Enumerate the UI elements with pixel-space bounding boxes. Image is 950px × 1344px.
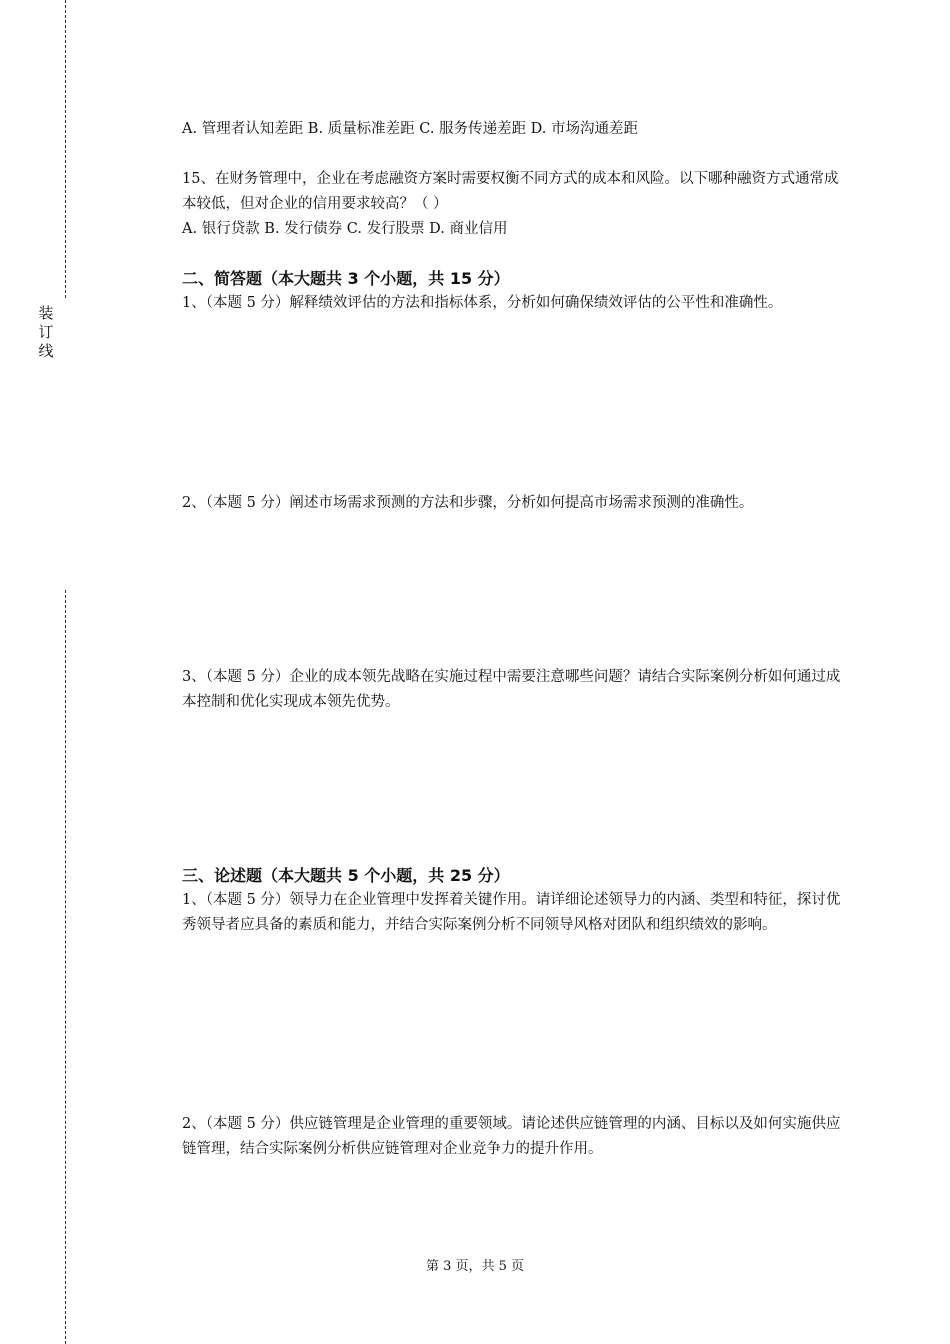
section2-heading: 二、简答题（本大题共 3 个小题，共 15 分） xyxy=(182,269,510,288)
q15-options: A. 银行贷款 B. 发行债券 C. 发行股票 D. 商业信用 xyxy=(182,221,508,237)
section3-question-1: 1、（本题 5 分）领导力在企业管理中发挥着关键作用。请详细论述领导力的内涵、类型和特征，探讨优秀领导者应具备的素质和能力，并结合实际案例分析不同领导风格对团队和组织绩效的影响。 xyxy=(182,892,841,933)
binding-dashed-line-top xyxy=(65,0,66,298)
section3-heading: 三、论述题（本大题共 5 个小题，共 25 分） xyxy=(182,866,510,885)
section2-question-3: 3、（本题 5 分）企业的成本领先战略在实施过程中需要注意哪些问题？请结合实际案例分析如何通过成本控制和优化实现成本领先优势。 xyxy=(182,669,841,710)
binding-dashed-line-bottom xyxy=(65,590,66,1344)
binding-char: 订 xyxy=(38,323,54,341)
section2-question-1: 1、（本题 5 分）解释绩效评估的方法和指标体系，分析如何确保绩效评估的公平性和准确性。 xyxy=(182,295,783,311)
binding-char: 线 xyxy=(38,342,54,360)
binding-char: 装 xyxy=(38,304,54,322)
page-footer: 第 3 页，共 5 页 xyxy=(425,1259,525,1274)
binding-label xyxy=(36,304,56,361)
q15-stem: 15、在财务管理中，企业在考虑融资方案时需要权衡不同方式的成本和风险。以下哪种融资方式通常成本较低，但对企业的信用要求较高？（ ） xyxy=(182,171,839,212)
q14-options: A. 管理者认知差距 B. 质量标准差距 C. 服务传递差距 D. 市场沟通差距 xyxy=(182,121,639,137)
section3-question-2: 2、（本题 5 分）供应链管理是企业管理的重要领域。请论述供应链管理的内涵、目标以及如何实施供应链管理，结合实际案例分析供应链管理对企业竞争力的提升作用。 xyxy=(182,1116,841,1157)
section2-question-2: 2、（本题 5 分）阐述市场需求预测的方法和步骤，分析如何提高市场需求预测的准确性。 xyxy=(182,495,754,511)
